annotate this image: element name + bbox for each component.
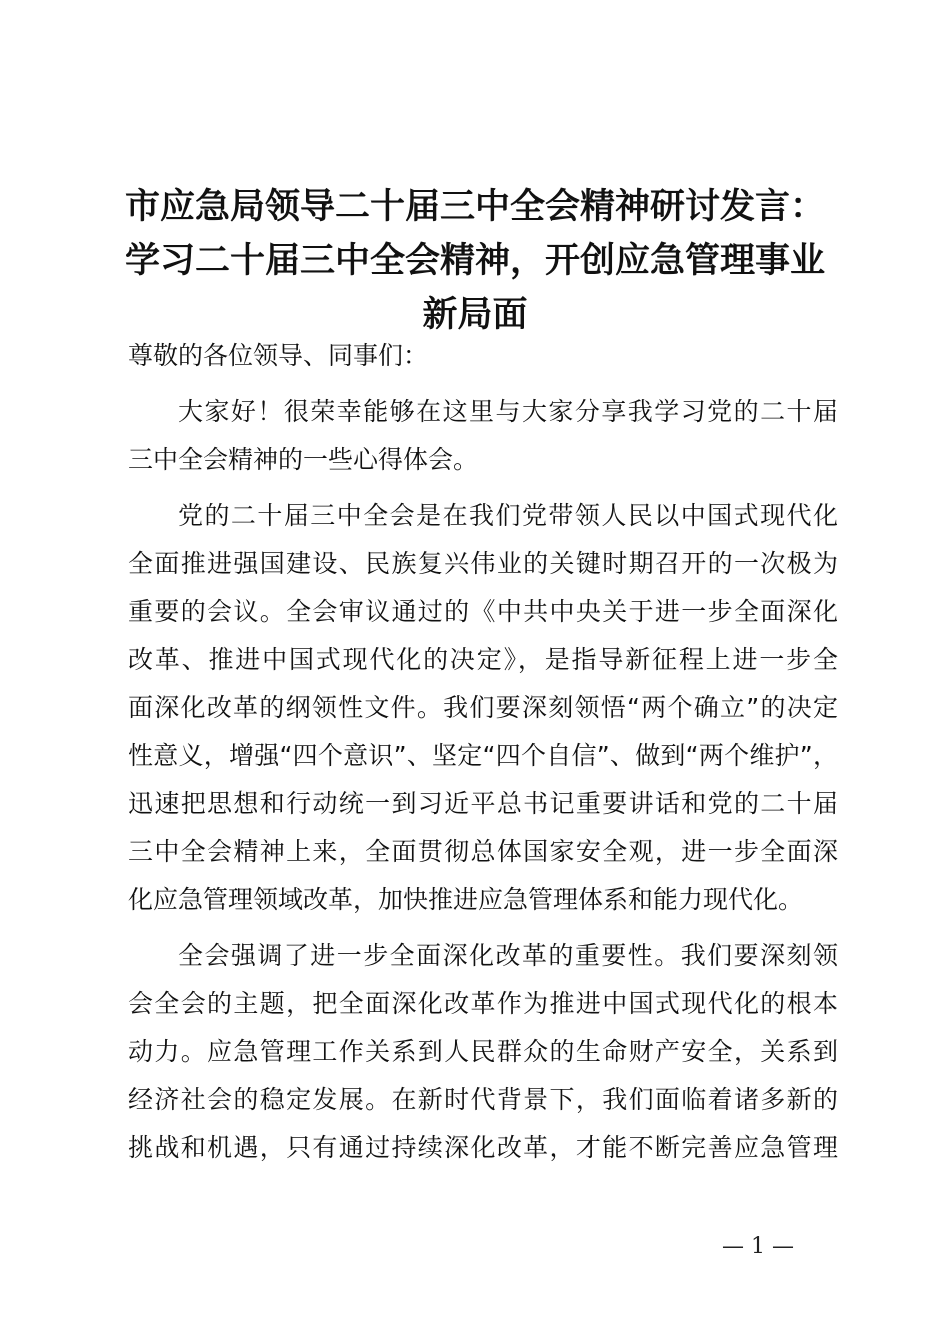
paragraph-line: 改革、推进中国式现代化的决定》，是指导新征程上进一步全 — [128, 645, 838, 674]
paragraph-line: 大家好！很荣幸能够在这里与大家分享我学习党的二十届 — [178, 397, 838, 426]
paragraph-line: 经济社会的稳定发展。在新时代背景下，我们面临着诸多新的 — [128, 1085, 838, 1114]
paragraph-3 — [128, 932, 838, 1172]
document-title — [100, 180, 850, 342]
title-line-3: 新局面 — [422, 295, 528, 335]
paragraph-line: 会全会的主题，把全面深化改革作为推进中国式现代化的根本 — [128, 989, 838, 1018]
paragraph-line: 重要的会议。全会审议通过的《中共中央关于进一步全面深化 — [128, 597, 838, 626]
paragraph-line: 全会强调了进一步全面深化改革的重要性。我们要深刻领 — [178, 941, 838, 970]
paragraph-2 — [128, 492, 838, 924]
paragraph-line: 化应急管理领域改革，加快推进应急管理体系和能力现代化。 — [128, 885, 804, 914]
paragraph-line: 动力。应急管理工作关系到人民群众的生命财产安全，关系到 — [128, 1037, 838, 1066]
title-line-2: 学习二十届三中全会精神，开创应急管理事业 — [124, 241, 825, 281]
paragraph-line: 全面推进强国建设、民族复兴伟业的关键时期召开的一次极为 — [128, 549, 838, 578]
page-number: — 1 — — [722, 1234, 794, 1259]
paragraph-line: 性意义，增强“四个意识”、坚定“四个自信”、做到“两个维护”， — [128, 741, 838, 770]
paragraph-line: 三中全会精神上来，全面贯彻总体国家安全观，进一步全面深 — [128, 837, 838, 866]
paragraph-line: 三中全会精神的一些心得体会。 — [128, 445, 479, 474]
salutation: 尊敬的各位领导、同事们： — [128, 341, 429, 370]
paragraph-line: 党的二十届三中全会是在我们党带领人民以中国式现代化 — [178, 501, 838, 530]
paragraph-line: 挑战和机遇，只有通过持续深化改革，才能不断完善应急管理 — [128, 1133, 838, 1162]
document-body — [128, 332, 838, 1180]
title-line-1: 市应急局领导二十届三中全会精神研讨发言： — [124, 187, 825, 227]
paragraph-1 — [128, 388, 838, 484]
paragraph-line: 面深化改革的纲领性文件。我们要深刻领悟“两个确立”的决定 — [128, 693, 838, 722]
paragraph-line: 迅速把思想和行动统一到习近平总书记重要讲话和党的二十届 — [128, 789, 838, 818]
